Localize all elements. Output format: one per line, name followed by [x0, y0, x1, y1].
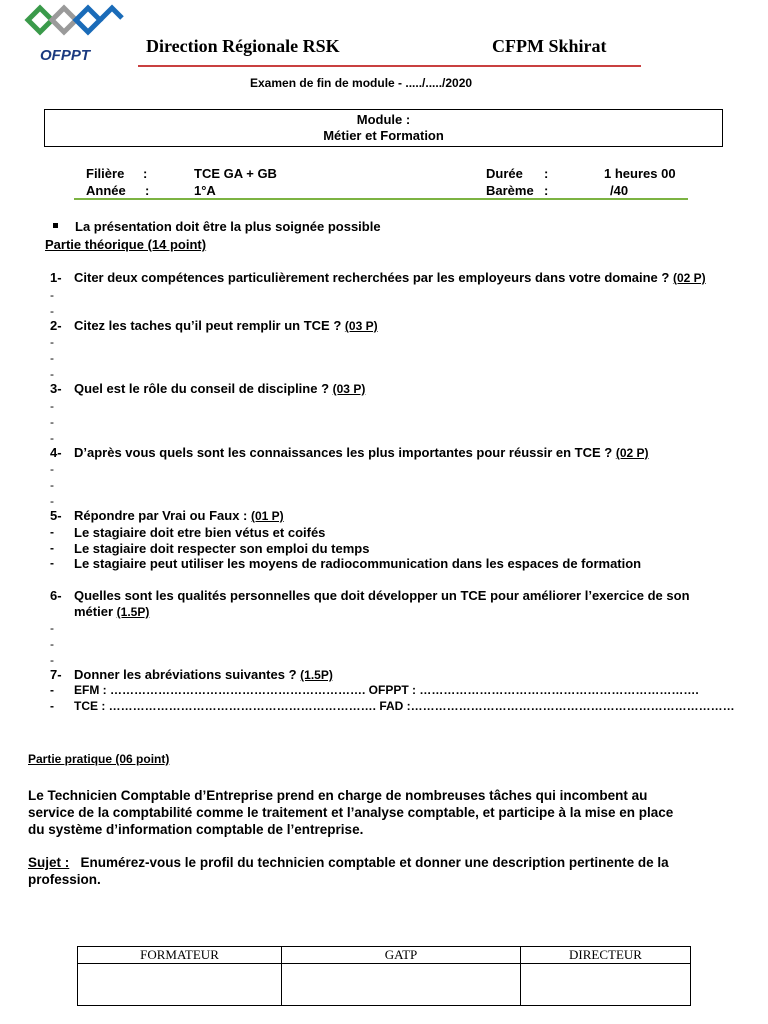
answer-line: - [50, 335, 54, 349]
exam-date: Examen de fin de module - ...../...../2020 [250, 76, 473, 90]
filiere-value: TCE GA + GB [194, 166, 277, 181]
abbrev-line-2: TCE : …………………………………………………………. FAD :……………………………………………………………………… [74, 699, 735, 713]
answer-line: - [50, 637, 54, 651]
signature-table [77, 946, 691, 1006]
duree-colon: : [544, 166, 549, 181]
duree-label: Durée [486, 166, 523, 181]
signature-cell-gatp[interactable] [282, 964, 521, 1006]
signature-cell-formateur[interactable] [78, 964, 282, 1006]
bullet-icon [53, 223, 58, 228]
answer-line: - [50, 621, 54, 635]
answer-line: - [50, 653, 54, 667]
module-name: Métier et Formation [323, 128, 444, 143]
signature-cell-directeur[interactable] [521, 964, 691, 1006]
practical-title: Partie pratique (06 point) [28, 752, 170, 766]
question-3: Quel est le rôle du conseil de discipline ? (03 P) [74, 381, 366, 396]
question-7: Donner les abréviations suivantes ? (1.5P) [74, 667, 333, 682]
sujet: Sujet : Enumérez-vous le profil du technicien comptable et donner une description pertinente de la profession. [28, 855, 669, 887]
answer-line: - [50, 367, 54, 381]
abbrev-line-1: EFM : ………………………………………………………. OFPPT : ……………………………………………………………. [74, 683, 699, 697]
true-false-statement: Le stagiaire peut utiliser les moyens de radiocommunication dans les espaces de formation [74, 556, 642, 571]
question-5: Répondre par Vrai ou Faux : (01 P) [74, 508, 284, 523]
sujet-label: Sujet : [28, 855, 70, 870]
answer-line: - [50, 431, 54, 445]
question-4-number: 4- [50, 445, 62, 460]
answer-line: - [50, 351, 54, 365]
answer-line: - [50, 415, 54, 429]
answer-line: - [50, 399, 54, 413]
answer-line: - [50, 304, 54, 318]
answer-line: - [50, 288, 54, 302]
question-7-number: 7- [50, 667, 62, 682]
question-1: Citer deux compétences particulièrement recherchées par les employeurs dans votre domaine ? (02 P) [74, 270, 706, 285]
tf-dash: - [50, 556, 54, 570]
annee-label: Année [86, 183, 126, 198]
answer-line: - [50, 462, 54, 476]
question-6-cont: métier (1.5P) [74, 604, 150, 619]
tf-dash: - [50, 525, 54, 539]
centre-name: CFPM Skhirat [492, 36, 607, 56]
info-divider [74, 198, 688, 200]
question-6: Quelles sont les qualités personnelles que doit développer un TCE pour améliorer l’exercice de son [74, 588, 690, 603]
intro-note: La présentation doit être la plus soignée possible [75, 219, 381, 234]
signature-header-directeur: DIRECTEUR [521, 947, 691, 964]
bareme-colon: : [544, 183, 549, 198]
abbrev-dash: - [50, 683, 54, 697]
question-2: Citez les taches qu’il peut remplir un TCE ? (03 P) [74, 318, 378, 333]
annee-value: 1°A [194, 183, 216, 198]
practical-text: Le Technicien Comptable d’Entreprise prend en charge de nombreuses tâches qui incombent au service de la comptabilité comme le traitement et l’analyse comptable, et participe à la mise en place du système d’information comptable de l’entreprise. [28, 788, 674, 837]
filiere-colon: : [143, 166, 148, 181]
regional-direction: Direction Régionale RSK [146, 36, 340, 56]
signature-header-formateur: FORMATEUR [78, 947, 282, 964]
duree-value: 1 heures 00 [604, 166, 676, 181]
question-3-number: 3- [50, 381, 62, 396]
question-1-number: 1- [50, 270, 62, 285]
signature-header-gatp: GATP [282, 947, 521, 964]
tf-dash: - [50, 541, 54, 555]
question-4: D’après vous quels sont les connaissances les plus importantes pour réussir en TCE ? (02 P) [74, 445, 649, 460]
question-5-number: 5- [50, 508, 62, 523]
true-false-statement: Le stagiaire doit etre bien vétus et coifés [74, 525, 326, 540]
annee-colon: : [145, 183, 150, 198]
ofppt-logo [22, 2, 126, 64]
true-false-statement: Le stagiaire doit respecter son emploi du temps [74, 541, 370, 556]
header-divider [138, 65, 641, 67]
question-2-number: 2- [50, 318, 62, 333]
answer-line: - [50, 494, 54, 508]
bareme-value: /40 [610, 183, 629, 198]
module-box [44, 109, 723, 147]
module-label: Module : [356, 112, 411, 127]
logo-text: OFPPT [40, 47, 91, 64]
bareme-label: Barème [486, 183, 534, 198]
filiere-label: Filière [86, 166, 125, 181]
question-6-number: 6- [50, 588, 62, 603]
theory-title: Partie théorique (14 point) [45, 237, 207, 252]
answer-line: - [50, 478, 54, 492]
abbrev-dash: - [50, 699, 54, 713]
